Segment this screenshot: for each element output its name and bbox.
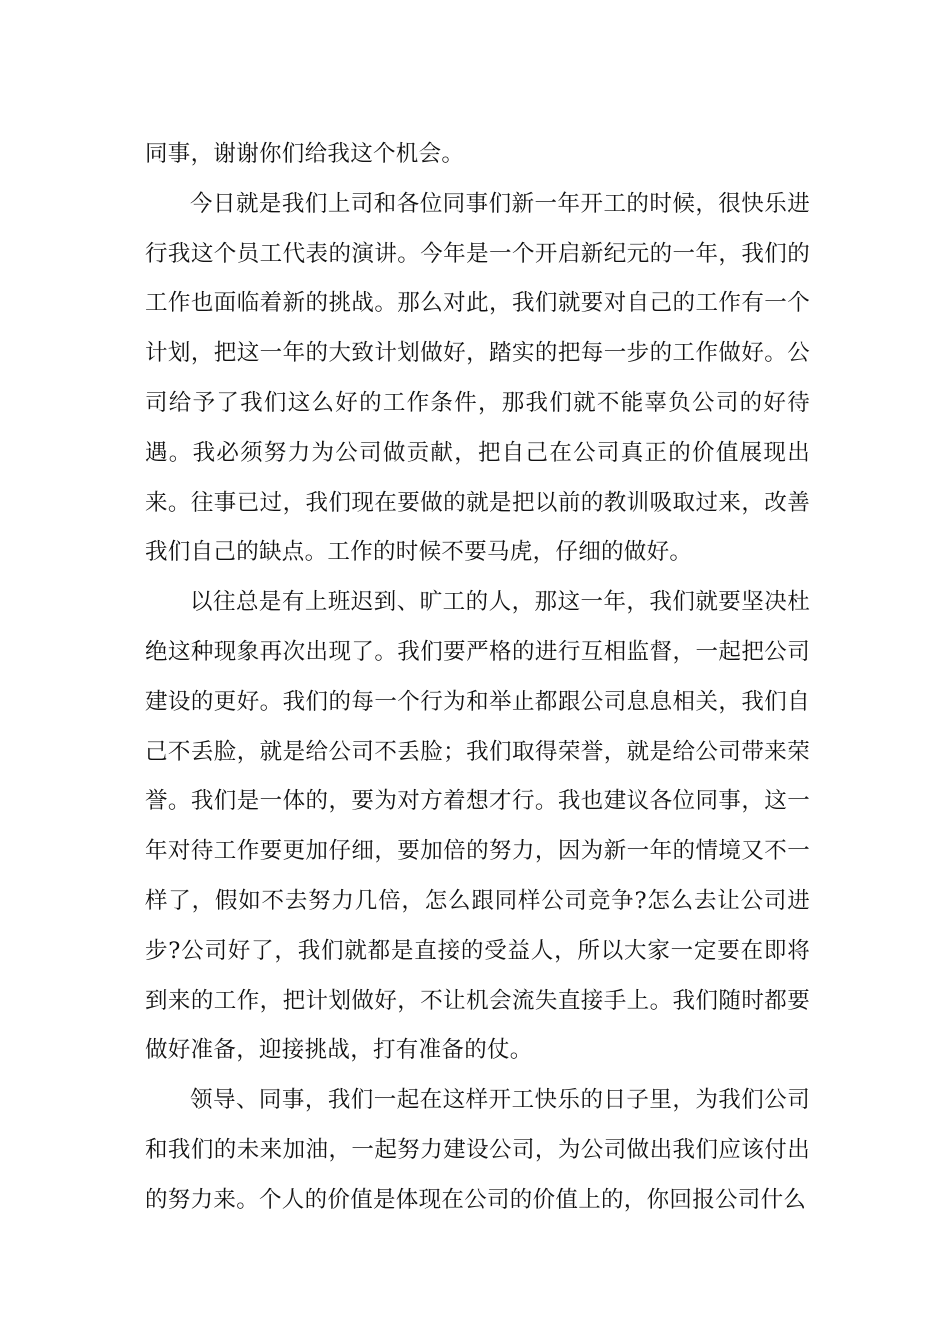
document-body — [145, 130, 810, 1226]
paragraph-new-year-plan: 今日就是我们上司和各位同事们新一年开工的时候，很快乐进行我这个员工代表的演讲。今年是一个开启新纪元的一年，我们的工作也面临着新的挑战。那么对此，我们就要对自己的工作有一个计划，把这一年的大致计划做好，踏实的把每一步的工作做好。公司给予了我们这么好的工作条件，那我们就不能辜负公司的好待遇。我必须努力为公司做贡献，把自己在公司真正的价值展现出来。往事已过，我们现在要做的就是把以前的教训吸取过来，改善我们自己的缺点。工作的时候不要马虎，仔细的做好。 — [145, 190, 810, 566]
paragraph-continuation: 同事，谢谢你们给我这个机会。 — [145, 141, 465, 167]
paragraph-closing: 领导、同事，我们一起在这样开工快乐的日子里，为我们公司和我们的未来加油，一起努力建设公司，为公司做出我们应该付出的努力来。个人的价值是体现在公司的价值上的，你回报公司什么 — [145, 1087, 810, 1213]
paragraph-discipline: 以往总是有上班迟到、旷工的人，那这一年，我们就要坚决杜绝这种现象再次出现了。我们要严格的进行互相监督，一起把公司建设的更好。我们的每一个行为和举止都跟公司息息相关，我们自己不丢脸，就是给公司不丢脸；我们取得荣誉，就是给公司带来荣誉。我们是一体的，要为对方着想才行。我也建议各位同事，这一年对待工作要更加仔细，要加倍的努力，因为新一年的情境又不一样了，假如不去努力几倍，怎么跟同样公司竞争?怎么去让公司进步?公司好了，我们就都是直接的受益人，所以大家一定要在即将到来的工作，把计划做好，不让机会流失直接手上。我们随时都要做好准备，迎接挑战，打有准备的仗。 — [145, 589, 810, 1064]
